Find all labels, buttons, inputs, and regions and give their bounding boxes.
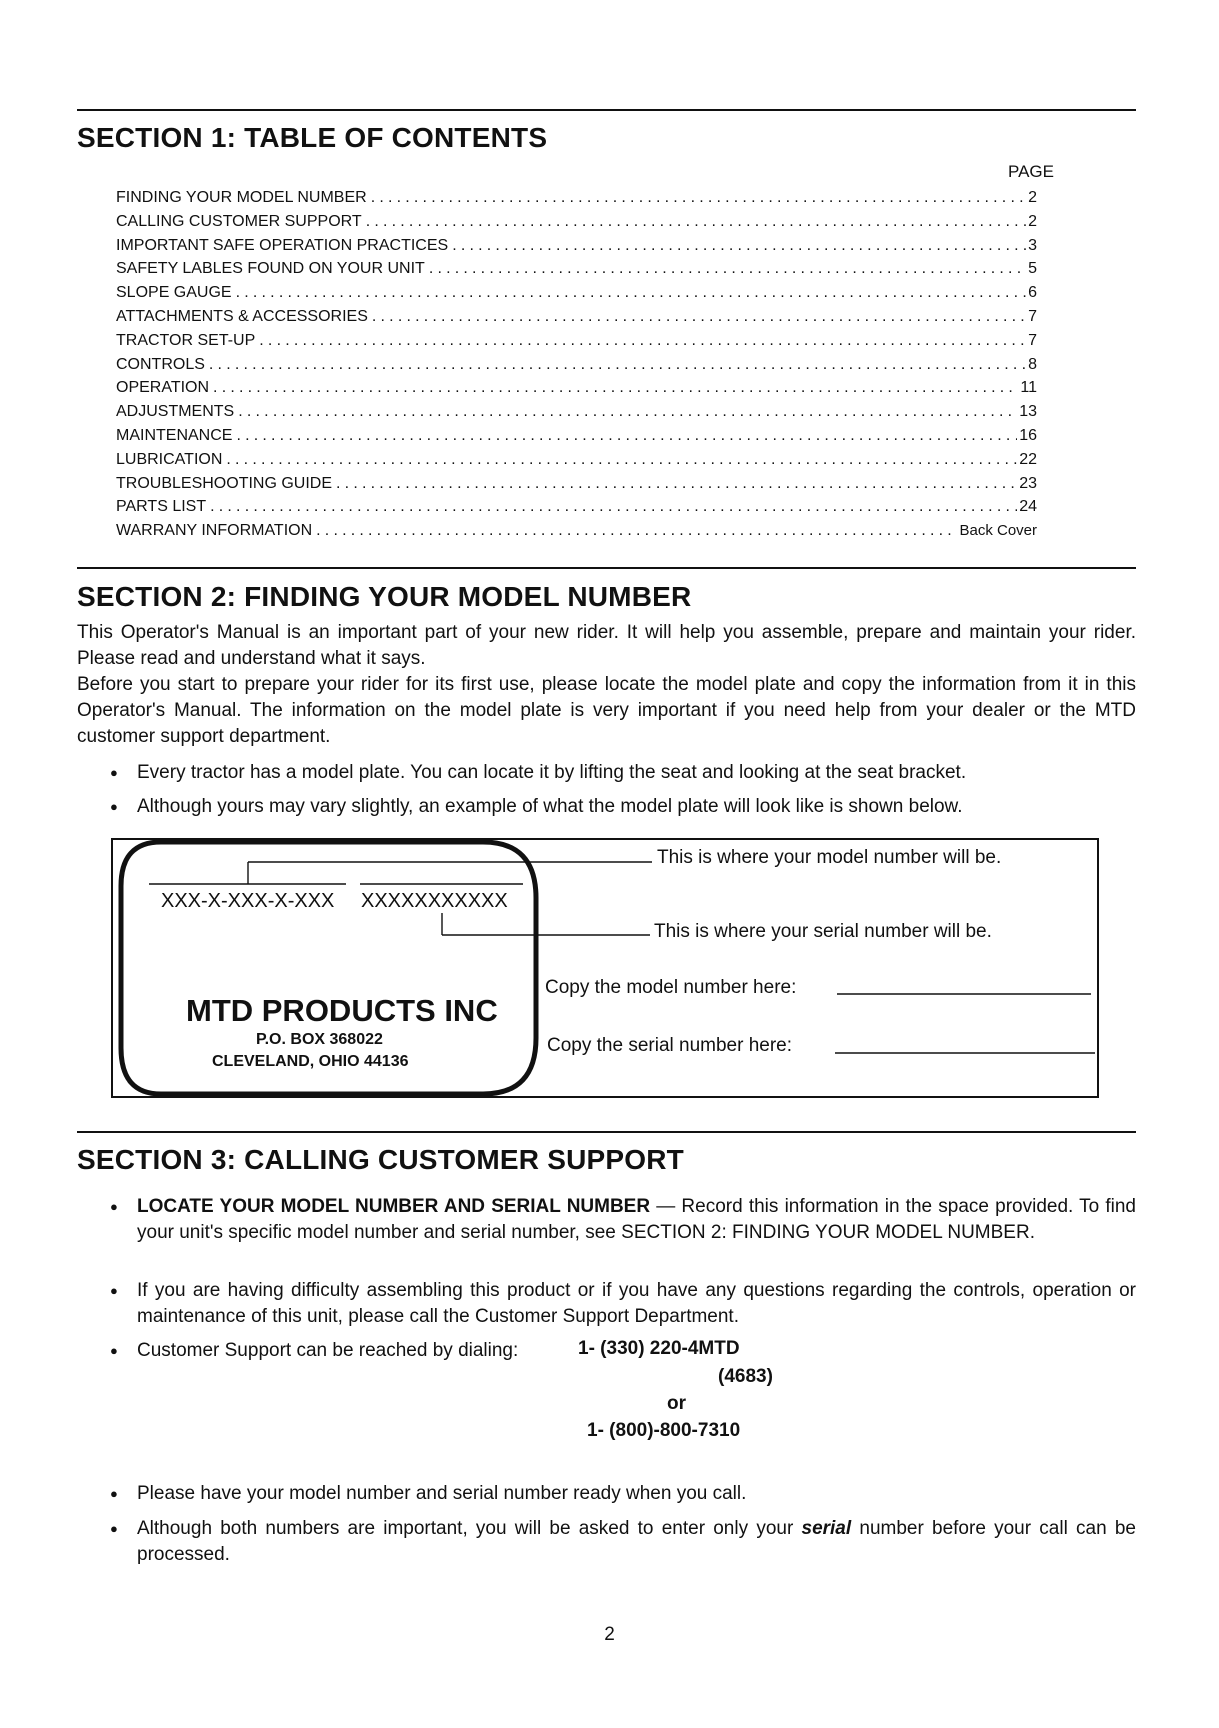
toc-entry-page: 3	[1028, 236, 1037, 254]
toc-entry	[116, 519, 1037, 543]
toc-entry-title: TROUBLESHOOTING GUIDE	[116, 474, 333, 492]
bullet-icon: ●	[110, 765, 118, 780]
toc-entry	[116, 305, 1037, 329]
toc-entry	[116, 210, 1037, 234]
toc-entry-title: WARRANY INFORMATION	[116, 522, 313, 540]
toc-entry	[116, 329, 1037, 353]
toc-entry-title: OPERATION	[116, 379, 210, 397]
list-item: ● If you are having difficulty assembling this product or if you have any questions regarding the controls, operation or maintenance of this unit, please call the Customer Support Department.	[110, 1280, 1136, 1327]
toc-leader-dots	[238, 400, 1017, 424]
toc-leader-dots	[236, 281, 1027, 305]
toc-entry-page: 5	[1028, 260, 1037, 278]
bullet-icon: ●	[110, 1199, 118, 1214]
toc-entry	[116, 448, 1037, 472]
list-item: ● Every tractor has a model plate. You can locate it by lifting the seat and looking at the seat bracket.	[110, 760, 1136, 786]
toc-leader-dots	[371, 186, 1026, 210]
section-2-rule	[77, 567, 1136, 569]
section-3-rule	[77, 1131, 1136, 1133]
toc-entry-title: TRACTOR SET-UP	[116, 331, 256, 349]
toc-entry-title: FINDING YOUR MODEL NUMBER	[116, 189, 367, 206]
support-phone-number: 1- (330) 220-4MTD	[578, 1338, 740, 1359]
toc-leader-dots	[213, 376, 1018, 400]
toc-entry-title: SAFETY LABLES FOUND ON YOUR UNIT	[116, 260, 425, 278]
section-2-paragraph-1: This Operator's Manual is an important part of your new rider. It will help you assemble, prepare and maintain your rider. Please read and understand what it says.	[77, 622, 1136, 669]
toc-entry-page: 6	[1028, 284, 1037, 302]
toc-entry	[116, 353, 1037, 377]
toc-entry-page: 11	[1020, 379, 1037, 397]
page-number: 2	[604, 1624, 615, 1645]
toc-entry-title: PARTS LIST	[116, 498, 207, 516]
plate-city: CLEVELAND, OHIO 44136	[212, 1053, 409, 1070]
toc-entry-page: Back Cover	[959, 522, 1037, 540]
bullet-icon: ●	[110, 1283, 118, 1298]
copy-model-number-label: Copy the model number here:	[545, 977, 797, 998]
toc-entry-title: MAINTENANCE	[116, 426, 233, 444]
toc-entry-title: CONTROLS	[116, 355, 205, 373]
section-1-rule	[77, 109, 1136, 111]
toc-entry-page: 13	[1019, 403, 1037, 421]
list-item: ● Please have your model number and serial number ready when you call.	[110, 1481, 1136, 1507]
copy-serial-number-label: Copy the serial number here:	[547, 1035, 793, 1056]
toc-entry-page: 2	[1028, 189, 1037, 206]
toc-entry-title: IMPORTANT SAFE OPERATION PRACTICES	[116, 236, 449, 254]
toc-entry-page: 7	[1028, 307, 1037, 325]
toc-entry	[116, 400, 1037, 424]
toc-entry-title: ADJUSTMENTS	[116, 403, 235, 421]
toc-entry-page: 16	[1019, 426, 1037, 444]
toc-entry-title: SLOPE GAUGE	[116, 284, 232, 302]
plate-serial-number-placeholder: XXXXXXXXXXX	[361, 890, 508, 912]
support-phone-number-alt: 1- (800)-800-7310	[587, 1420, 741, 1441]
toc-entry-title: CALLING CUSTOMER SUPPORT	[116, 212, 362, 230]
toc-entry-page: 22	[1019, 450, 1037, 468]
toc-leader-dots	[259, 329, 1026, 353]
toc-entry-page: 23	[1019, 474, 1037, 492]
list-item: ● Customer Support can be reached by dialing:	[110, 1338, 1136, 1364]
plate-po-box: P.O. BOX 368022	[256, 1031, 383, 1048]
toc-leader-dots	[372, 305, 1026, 329]
toc-leader-dots	[210, 495, 1017, 519]
bullet-icon: ●	[110, 1521, 118, 1536]
toc-entry-title: ATTACHMENTS & ACCESSORIES	[116, 307, 368, 325]
toc-leader-dots	[236, 424, 1017, 448]
table-of-contents	[116, 186, 1037, 543]
serial-number-note: This is where your serial number will be.	[654, 921, 992, 942]
toc-entry-page: 7	[1028, 331, 1037, 349]
toc-page-column-label: PAGE	[1008, 162, 1054, 181]
toc-leader-dots	[209, 353, 1026, 377]
toc-leader-dots	[336, 472, 1017, 496]
list-item: ● LOCATE YOUR MODEL NUMBER AND SERIAL NUMBER — Record this information in the space provided. To find your unit's specific model number and serial number, see SECTION 2: FINDING YOUR MODEL NUMBER.	[110, 1196, 1136, 1243]
toc-leader-dots	[429, 257, 1026, 281]
bullet-icon: ●	[110, 1343, 118, 1358]
toc-entry	[116, 495, 1037, 519]
phone-or-separator: or	[667, 1393, 686, 1414]
toc-entry	[116, 234, 1037, 258]
support-phone-number-numeric: (4683)	[718, 1366, 773, 1387]
plate-model-number-placeholder: XXX-X-XXX-X-XXX	[161, 890, 335, 912]
toc-entry-page: 2	[1028, 212, 1037, 230]
toc-entry-page: 8	[1028, 355, 1037, 373]
toc-entry	[116, 186, 1037, 210]
bullet-icon: ●	[110, 1486, 118, 1501]
toc-leader-dots	[316, 519, 957, 543]
toc-entry	[116, 376, 1037, 400]
plate-company-name: MTD PRODUCTS INC	[186, 993, 498, 1028]
toc-leader-dots	[452, 234, 1026, 258]
toc-entry	[116, 472, 1037, 496]
toc-entry	[116, 257, 1037, 281]
bullet-icon: ●	[110, 799, 118, 814]
toc-entry-page: 24	[1019, 498, 1037, 516]
section-1-title: SECTION 1: TABLE OF CONTENTS	[77, 122, 548, 153]
list-item: ● Although yours may vary slightly, an example of what the model plate will look like is shown below.	[110, 794, 1136, 820]
model-number-note: This is where your model number will be.	[657, 847, 1002, 868]
toc-entry	[116, 281, 1037, 305]
section-2-paragraph-2: Before you start to prepare your rider for its first use, please locate the model plate and copy the information from it in this Operator's Manual. The information on the model plate is very important if you need help from your dealer or the MTD customer support department.	[77, 674, 1136, 747]
toc-entry	[116, 424, 1037, 448]
list-item: ● Although both numbers are important, you will be asked to enter only your serial number before your call can be processed.	[110, 1518, 1136, 1565]
section-2-title: SECTION 2: FINDING YOUR MODEL NUMBER	[77, 581, 692, 612]
toc-leader-dots	[226, 448, 1017, 472]
section-3-title: SECTION 3: CALLING CUSTOMER SUPPORT	[77, 1144, 684, 1175]
toc-entry-title: LUBRICATION	[116, 450, 223, 468]
toc-leader-dots	[366, 210, 1026, 234]
